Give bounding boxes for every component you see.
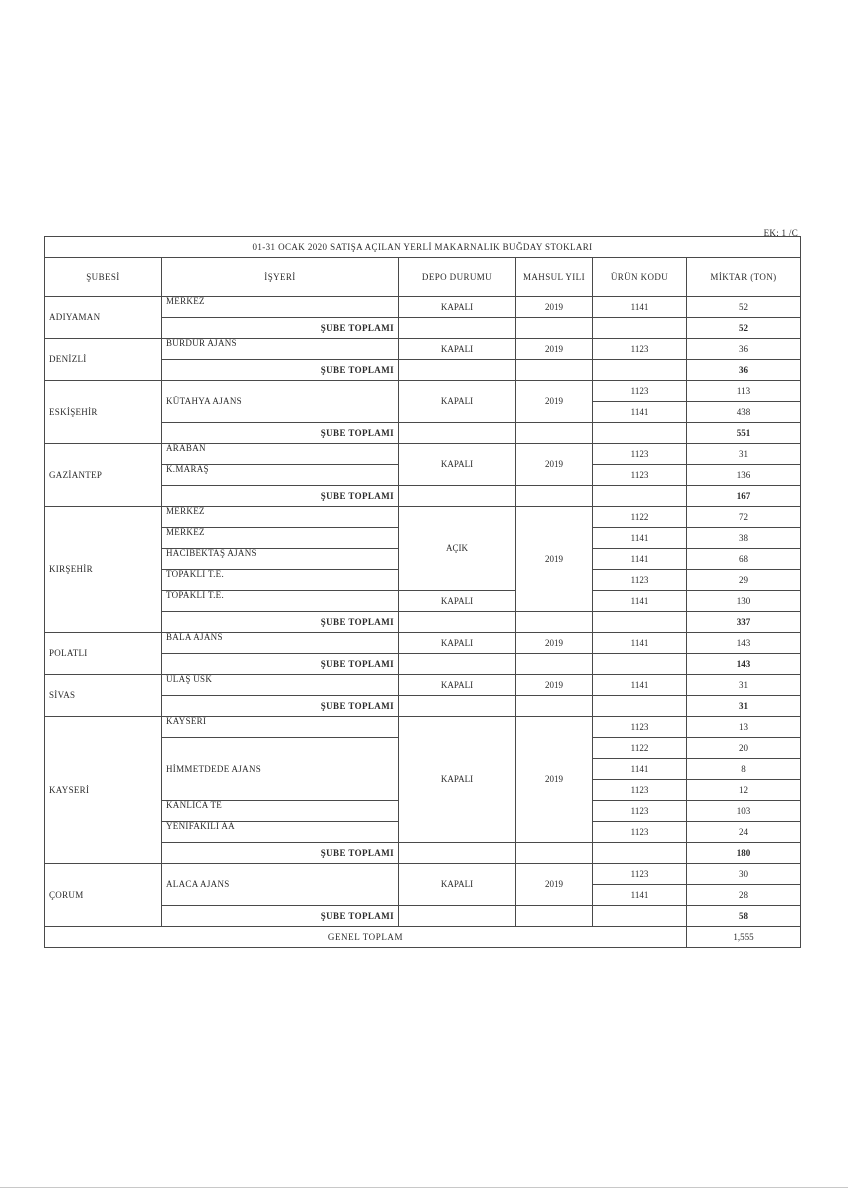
product-code: 1123 [593, 339, 687, 360]
harvest-year: 2019 [516, 444, 593, 486]
product-code: 1122 [593, 507, 687, 528]
quantity: 29 [687, 570, 801, 591]
branch-name: GAZİANTEP [45, 444, 162, 507]
branch-total-value: 551 [687, 423, 801, 444]
quantity: 20 [687, 738, 801, 759]
table-row [45, 633, 801, 654]
branch-total-label: ŞUBE TOPLAMI [162, 906, 399, 927]
table-row [45, 339, 801, 360]
harvest-year: 2019 [516, 675, 593, 696]
quantity: 24 [687, 822, 801, 843]
depo-status: AÇIK [399, 507, 516, 591]
harvest-year: 2019 [516, 297, 593, 318]
branch-total-label: ŞUBE TOPLAMI [162, 612, 399, 633]
depo-status: KAPALI [399, 444, 516, 486]
branch-name: KIRŞEHİR [45, 507, 162, 633]
product-code: 1122 [593, 738, 687, 759]
product-code: 1141 [593, 675, 687, 696]
branch-name: ÇORUM [45, 864, 162, 927]
workplace: KANLICA TE [162, 801, 399, 822]
workplace: MERKEZ [162, 297, 399, 318]
table-title: 01-31 OCAK 2020 SATIŞA AÇILAN YERLİ MAKARNALIK BUĞDAY STOKLARI [45, 237, 801, 258]
depo-status: KAPALI [399, 381, 516, 423]
product-code: 1123 [593, 822, 687, 843]
table-row [45, 444, 801, 465]
branch-total-value: 180 [687, 843, 801, 864]
harvest-year: 2019 [516, 633, 593, 654]
depo-status: KAPALI [399, 297, 516, 318]
table-row [45, 507, 801, 528]
table-row [45, 864, 801, 885]
workplace: HACIBEKTAŞ AJANS [162, 549, 399, 570]
branch-name: ESKİŞEHİR [45, 381, 162, 444]
quantity: 438 [687, 402, 801, 423]
table-row [45, 297, 801, 318]
quantity: 103 [687, 801, 801, 822]
depo-status: KAPALI [399, 633, 516, 654]
branch-total-value: 58 [687, 906, 801, 927]
product-code: 1141 [593, 528, 687, 549]
harvest-year: 2019 [516, 381, 593, 423]
workplace: K.MARAŞ [162, 465, 399, 486]
product-code: 1141 [593, 402, 687, 423]
workplace: MERKEZ [162, 507, 399, 528]
quantity: 143 [687, 633, 801, 654]
branch-name: SİVAS [45, 675, 162, 717]
branch-total-label: ŞUBE TOPLAMI [162, 654, 399, 675]
branch-name: DENİZLİ [45, 339, 162, 381]
quantity: 13 [687, 717, 801, 738]
workplace: YENİFAKILI AA [162, 822, 399, 843]
table-row [45, 717, 801, 738]
branch-total-value: 337 [687, 612, 801, 633]
quantity: 31 [687, 444, 801, 465]
depo-status: KAPALI [399, 675, 516, 696]
product-code: 1123 [593, 801, 687, 822]
page-edge-line [0, 1187, 848, 1188]
grand-total-label: GENEL TOPLAM [45, 927, 687, 948]
product-code: 1123 [593, 465, 687, 486]
header-urun-kodu: ÜRÜN KODU [593, 258, 687, 297]
grand-total-value: 1,555 [687, 927, 801, 948]
branch-total-value: 52 [687, 318, 801, 339]
branch-total-label: ŞUBE TOPLAMI [162, 486, 399, 507]
header-mahsul-yili: MAHSUL YILI [516, 258, 593, 297]
workplace: BURDUR AJANS [162, 339, 399, 360]
quantity: 12 [687, 780, 801, 801]
quantity: 36 [687, 339, 801, 360]
quantity: 8 [687, 759, 801, 780]
harvest-year: 2019 [516, 717, 593, 843]
branch-total-value: 36 [687, 360, 801, 381]
depo-status: KAPALI [399, 864, 516, 906]
quantity: 30 [687, 864, 801, 885]
product-code: 1123 [593, 381, 687, 402]
product-code: 1123 [593, 780, 687, 801]
branch-name: KAYSERİ [45, 717, 162, 864]
quantity: 28 [687, 885, 801, 906]
quantity: 136 [687, 465, 801, 486]
workplace: TOPAKLI T.E. [162, 591, 399, 612]
product-code: 1123 [593, 570, 687, 591]
product-code: 1141 [593, 759, 687, 780]
depo-status: KAPALI [399, 339, 516, 360]
workplace: TOPAKLI T.E. [162, 570, 399, 591]
workplace: HİMMETDEDE AJANS [162, 738, 399, 801]
quantity: 72 [687, 507, 801, 528]
depo-status: KAPALI [399, 717, 516, 843]
header-isyeri: İŞYERİ [162, 258, 399, 297]
workplace: ALACA AJANS [162, 864, 399, 906]
product-code: 1141 [593, 297, 687, 318]
depo-status: KAPALI [399, 591, 516, 612]
workplace: ARABAN [162, 444, 399, 465]
branch-total-label: ŞUBE TOPLAMI [162, 423, 399, 444]
branch-total-label: ŞUBE TOPLAMI [162, 843, 399, 864]
header-subesi: ŞUBESİ [45, 258, 162, 297]
quantity: 113 [687, 381, 801, 402]
quantity: 38 [687, 528, 801, 549]
branch-total-value: 31 [687, 696, 801, 717]
branch-name: POLATLI [45, 633, 162, 675]
quantity: 52 [687, 297, 801, 318]
product-code: 1123 [593, 864, 687, 885]
harvest-year: 2019 [516, 339, 593, 360]
product-code: 1123 [593, 444, 687, 465]
product-code: 1141 [593, 633, 687, 654]
table-row [45, 381, 801, 402]
header-depo-durumu: DEPO DURUMU [399, 258, 516, 297]
header-row [45, 258, 801, 297]
product-code: 1141 [593, 885, 687, 906]
workplace: MERKEZ [162, 528, 399, 549]
branch-total-value: 167 [687, 486, 801, 507]
quantity: 68 [687, 549, 801, 570]
branch-total-label: ŞUBE TOPLAMI [162, 696, 399, 717]
product-code: 1141 [593, 549, 687, 570]
branch-total-label: ŞUBE TOPLAMI [162, 360, 399, 381]
branch-name: ADIYAMAN [45, 297, 162, 339]
header-miktar: MİKTAR (TON) [687, 258, 801, 297]
product-code: 1123 [593, 717, 687, 738]
annex-label: EK: 1 /C [763, 228, 798, 238]
harvest-year: 2019 [516, 507, 593, 612]
table-row [45, 675, 801, 696]
workplace: BALA AJANS [162, 633, 399, 654]
harvest-year: 2019 [516, 864, 593, 906]
stock-table [44, 236, 801, 948]
workplace: ULAŞ USK [162, 675, 399, 696]
quantity: 130 [687, 591, 801, 612]
workplace: KÜTAHYA AJANS [162, 381, 399, 423]
grand-total-row [45, 927, 801, 948]
workplace: KAYSERİ [162, 717, 399, 738]
branch-total-label: ŞUBE TOPLAMI [162, 318, 399, 339]
branch-total-value: 143 [687, 654, 801, 675]
quantity: 31 [687, 675, 801, 696]
product-code: 1141 [593, 591, 687, 612]
